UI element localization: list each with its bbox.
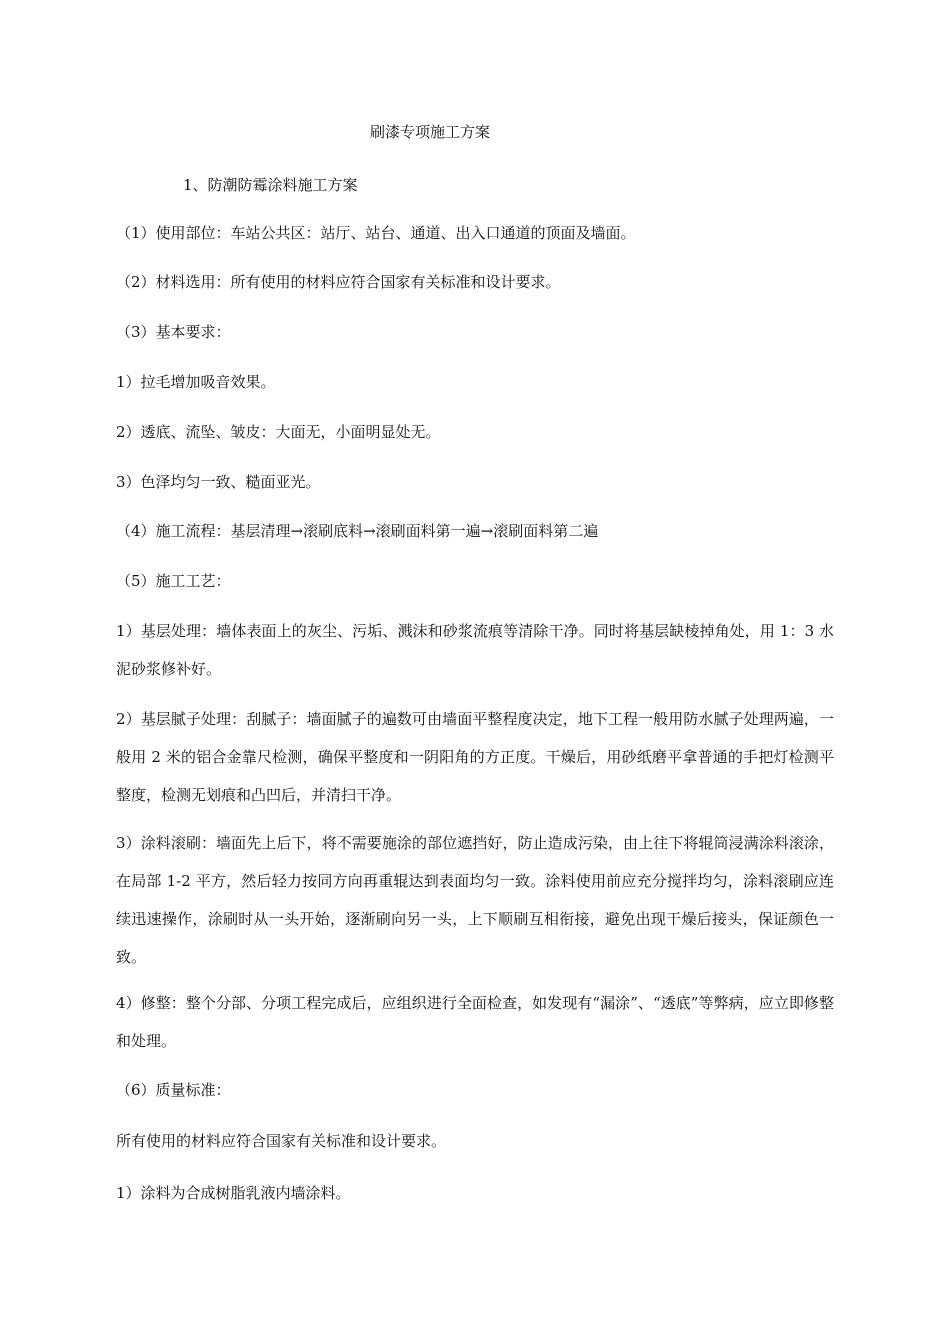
process-paragraph: 4）修整：整个分部、分项工程完成后，应组织进行全面检查，如发现有“漏涂”、“透底”等弊病，应立即修整和处理。 (116, 994, 834, 1050)
quality-standard-heading: （6）质量标准： (116, 1081, 231, 1099)
section-heading: 1、防潮防霉涂料施工方案 (183, 176, 358, 194)
basic-requirements-heading: （3）基本要求： (116, 323, 231, 341)
document-title: 刷漆专项施工方案 (369, 123, 490, 141)
process-paragraph: 1）基层处理：墙体表面上的灰尘、污垢、溅沫和砂浆流痕等清除干净。同时将基层缺棱掉角处，用 1：3 水泥砂浆修补好。 (116, 622, 834, 678)
quality-item: 1）涂料为合成树脂乳液内墙涂料。 (116, 1184, 351, 1202)
material-selection-item: （2）材料选用：所有使用的材料应符合国家有关标准和设计要求。 (116, 273, 561, 291)
construction-flow-item: （4）施工流程：基层清理→滚刷底料→滚刷面料第一遍→滚刷面料第二遍 (116, 522, 599, 540)
process-paragraph: 2）基层腻子处理：刮腻子：墙面腻子的遍数可由墙面平整程度决定，地下工程一般用防水腻子处理两遍，一般用 2 米的铝合金靠尺检测，确保平整度和一阴阳角的方正度。干燥后，用砂纸磨平拿普通的手把灯检测平整度，检测无划痕和凸凹后，并清扫干净。 (116, 710, 834, 804)
usage-location-item: （1）使用部位：车站公共区：站厅、站台、通道、出入口通道的顶面及墙面。 (116, 224, 636, 242)
quality-paragraph: 所有使用的材料应符合国家有关标准和设计要求。 (116, 1132, 447, 1150)
requirement-item: 1）拉毛增加吸音效果。 (116, 373, 276, 391)
construction-process-heading: （5）施工工艺： (116, 572, 231, 590)
requirement-item: 2）透底、流坠、皱皮：大面无，小面明显处无。 (116, 423, 441, 441)
process-paragraph: 3）涂料滚刷：墙面先上后下，将不需要施涂的部位遮挡好，防止造成污染，由上往下将辊筒浸满涂料滚涂，在局部 1-2 平方，然后轻力按同方向再重辊达到表面均匀一致。涂料使用前应充分搅拌均匀，涂料滚刷应连续迅速操作，涂刷时从一头开始，逐渐刷向另一头，上下顺刷互相衔接，避免出现干燥后接头，保证颜色一致。 (116, 834, 834, 966)
requirement-item: 3）色泽均匀一致、糙面亚光。 (116, 473, 321, 491)
